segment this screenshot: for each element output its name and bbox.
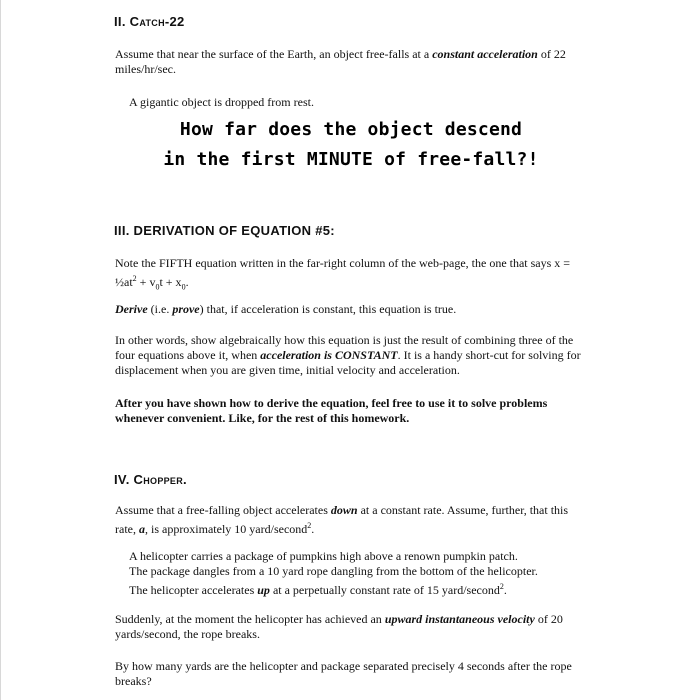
derivation-paragraph-3 bbox=[115, 333, 595, 378]
superscript: 2 bbox=[132, 274, 137, 283]
superscript: 2 bbox=[307, 521, 312, 530]
text: . bbox=[311, 522, 315, 536]
subscript: 0 bbox=[181, 282, 186, 292]
text: Assume that near the surface of the Earth, an object free-falls at a bbox=[115, 47, 433, 61]
text: (i.e. bbox=[147, 302, 173, 316]
emphasis: prove bbox=[172, 302, 200, 316]
derivation-paragraph-4: After you have shown how to derive the equation, feel free to use it to solve problems whenever convenient. Like, for the rest of this homework. bbox=[115, 396, 548, 425]
text: The helicopter accelerates bbox=[129, 583, 258, 597]
section-number: II. bbox=[114, 14, 126, 29]
derivation-paragraph-2 bbox=[115, 302, 595, 317]
section-title: Chopper. bbox=[133, 472, 187, 487]
text: In other words, show algebraically how this equation is just the result of combining three of the four equations above it, when bbox=[115, 333, 574, 362]
catch22-paragraph-2: A gigantic object is dropped from rest. bbox=[129, 95, 314, 109]
superscript: 2 bbox=[499, 582, 504, 591]
text-line: A helicopter carries a package of pumpkins high above a renown pumpkin patch. bbox=[129, 549, 518, 563]
text-line: The package dangles from a 10 yard rope dangling from the bottom of the helicopter. bbox=[129, 564, 538, 578]
text: . bbox=[185, 275, 189, 289]
text: . bbox=[503, 583, 507, 597]
emphasis: constant acceleration bbox=[432, 47, 538, 61]
section-heading-derivation: III. DERIVATION OF EQUATION #5: bbox=[114, 223, 335, 238]
text: Assume that a free-falling object accelerates bbox=[115, 503, 331, 517]
text: + v bbox=[136, 275, 156, 289]
text: at a perpetually constant rate of 15 yard/second bbox=[269, 583, 500, 597]
emphasis: upward instantaneous velocity bbox=[384, 612, 535, 626]
chopper-paragraph-4: By how many yards are the helicopter and package separated precisely 4 seconds after the rope breaks? bbox=[115, 659, 572, 688]
emphasis: acceleration is CONSTANT bbox=[260, 348, 398, 362]
text: ) that, if acceleration is constant, this equation is true. bbox=[199, 302, 457, 316]
section-heading-chopper bbox=[114, 472, 187, 487]
text: t + x bbox=[159, 275, 182, 289]
text: of 22 miles/hr/sec. bbox=[115, 47, 566, 76]
emphasis: up bbox=[257, 583, 270, 597]
handwritten-question-line-1: How far does the object descend bbox=[179, 119, 523, 140]
text: at a constant rate. Assume, further, that this rate, bbox=[115, 503, 569, 536]
text: Suddenly, at the moment the helicopter has achieved an bbox=[115, 612, 385, 626]
chopper-paragraph-3 bbox=[115, 612, 585, 642]
chopper-paragraph-2 bbox=[129, 549, 599, 598]
section-number: IV. bbox=[114, 472, 130, 487]
chopper-paragraph-1 bbox=[115, 503, 585, 537]
section-heading-catch22 bbox=[114, 14, 185, 29]
emphasis: down bbox=[330, 503, 358, 517]
derivation-paragraph-1 bbox=[115, 256, 585, 294]
section-title: Catch-22 bbox=[129, 14, 185, 29]
text: , is approximately 10 yard/second bbox=[144, 522, 308, 536]
text: Note the FIFTH equation written in the far-right column of the web-page, the one that says x = ½at bbox=[115, 256, 571, 289]
emphasis: a bbox=[138, 522, 145, 536]
text: of 20 yards/second, the rope breaks. bbox=[115, 612, 563, 641]
catch22-paragraph-1 bbox=[115, 47, 595, 77]
text: . It is a handy short-cut for solving for displacement when you are given time, initial velocity and acceleration. bbox=[115, 348, 581, 377]
handwritten-question-line-2: in the first MINUTE of free-fall?! bbox=[163, 149, 539, 170]
emphasis: Derive bbox=[115, 302, 148, 316]
subscript: 0 bbox=[155, 282, 160, 292]
